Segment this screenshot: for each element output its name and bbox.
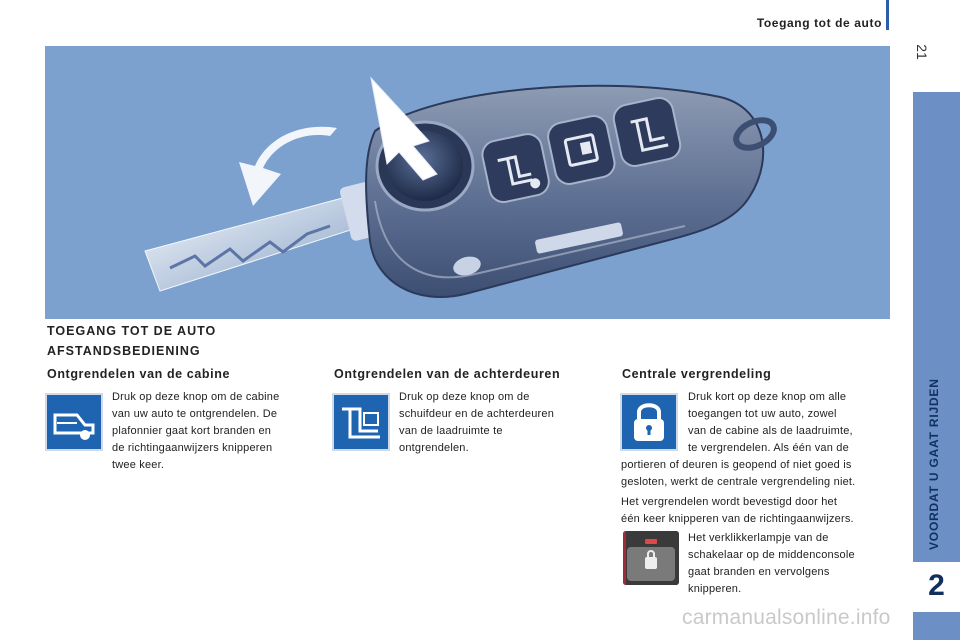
text-line: twee keer. <box>112 459 165 471</box>
text-line: ontgrendelen. <box>399 442 469 454</box>
key-fob-illustration <box>45 46 890 319</box>
text-line: Druk kort op deze knop om alle <box>688 391 847 403</box>
text-line: van de laadruimte te <box>399 425 503 437</box>
watermark: carmanualsonline.info <box>682 606 891 629</box>
text-line: te vergrendelen. Als één van de <box>688 442 849 454</box>
central-locking-heading: Centrale vergrendeling <box>622 367 772 381</box>
text-line: van de cabine als de laadruimte, <box>688 425 853 437</box>
text-line: toegangen tot uw auto, zowel <box>688 408 837 420</box>
text-line: Druk op deze knop om de <box>399 391 530 403</box>
chapter-side-tab <box>913 92 960 640</box>
text-line: schuifdeur en de achterdeuren <box>399 408 555 420</box>
central-locking-text <box>688 389 888 457</box>
text-line: één keer knipperen van de richtingaanwijzers. <box>621 513 854 525</box>
section-subtitle: AFSTANDSBEDIENING <box>47 344 201 358</box>
padlock-icon <box>620 393 678 451</box>
cabin-unlock-heading: Ontgrendelen van de cabine <box>47 367 231 381</box>
section-title: TOEGANG TOT DE AUTO <box>47 324 217 338</box>
text-line: Het verklikkerlampje van de <box>688 532 829 544</box>
locking-confirmation-text <box>621 494 891 528</box>
console-lock-switch-image <box>623 531 679 585</box>
text-line: gesloten, werkt de centrale vergrendeling niet. <box>621 476 856 488</box>
text-line: de richtingaanwijzers knipperen <box>112 442 273 454</box>
key-fob-drawing <box>45 46 890 319</box>
chapter-number-box <box>913 562 960 612</box>
chapter-number: 2 <box>928 569 945 602</box>
text-line: plafonnier gaat kort branden en <box>112 425 272 437</box>
text-line: schakelaar op de middenconsole <box>688 549 855 561</box>
text-line: Het vergrendelen wordt bevestigd door het <box>621 496 838 508</box>
page-number: 21 <box>914 44 930 60</box>
indicator-lamp-text <box>688 530 893 598</box>
cabin-unlock-text <box>112 389 317 474</box>
rear-doors-unlock-heading: Ontgrendelen van de achterdeuren <box>334 367 561 381</box>
text-line: van uw auto te ontgrendelen. De <box>112 408 278 420</box>
header-rule <box>886 0 889 30</box>
rear-doors-unlock-text <box>399 389 599 457</box>
running-header: Toegang tot de auto <box>756 16 882 30</box>
text-line: gaat branden en vervolgens <box>688 566 830 578</box>
text-line: Druk op deze knop om de cabine <box>112 391 280 403</box>
text-line: knipperen. <box>688 583 742 595</box>
text-line: portieren of deuren is geopend of niet goed is <box>621 459 852 471</box>
central-locking-text-continued <box>621 457 891 491</box>
cabin-unlock-icon <box>45 393 103 451</box>
rear-doors-unlock-icon <box>332 393 390 451</box>
chapter-label-text: VOORDAT U GAAT RIJDEN <box>927 378 941 550</box>
